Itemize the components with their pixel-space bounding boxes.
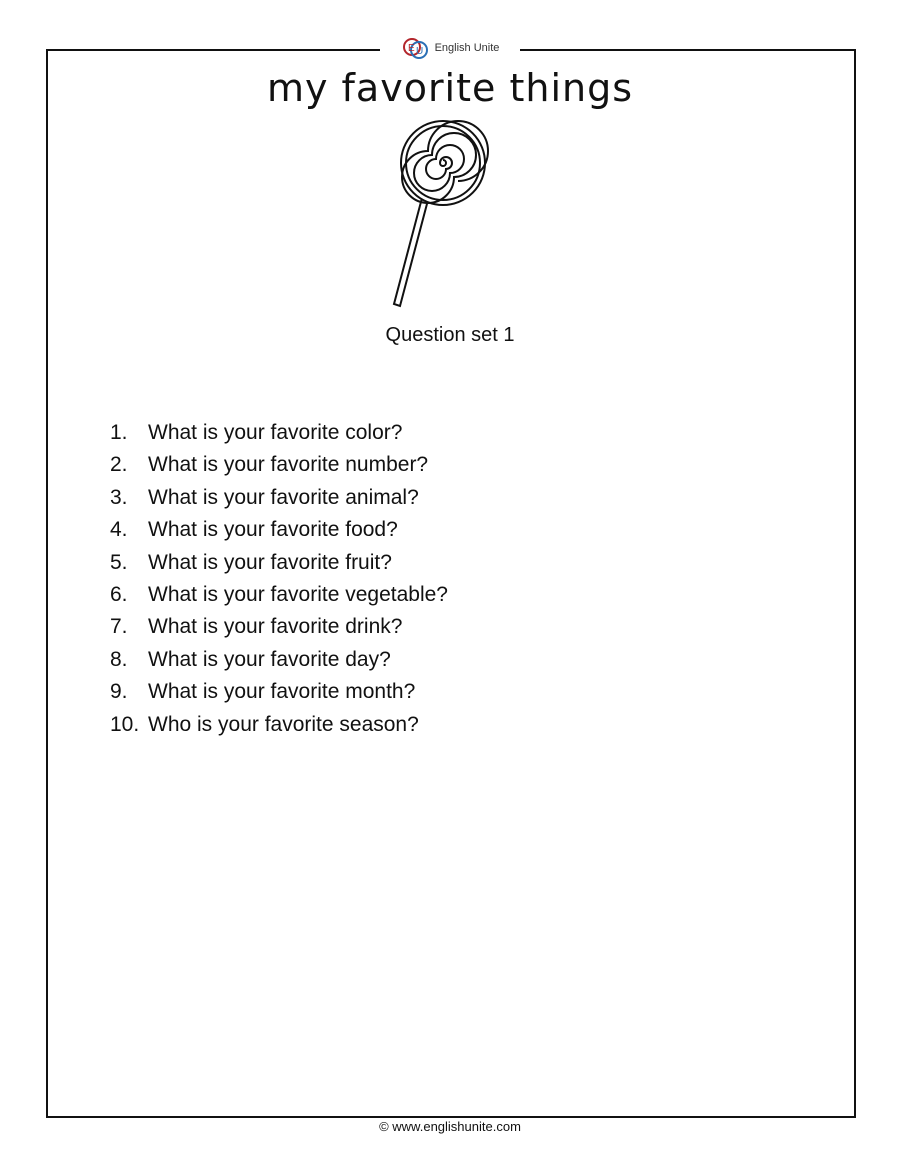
question-text: Who is your favorite season?	[148, 712, 419, 736]
list-item	[110, 514, 448, 546]
question-list	[110, 417, 448, 741]
item-number: 9.	[110, 680, 128, 704]
question-text: What is your favorite day?	[148, 647, 391, 671]
list-item	[110, 676, 448, 708]
question-text: What is your favorite drink?	[148, 615, 403, 639]
question-text: What is your favorite color?	[148, 421, 403, 444]
question-text: What is your favorite fruit?	[148, 550, 392, 574]
logo	[380, 34, 520, 62]
svg-text:E: E	[407, 43, 415, 54]
list-item	[110, 579, 448, 611]
question-set-label: Question set 1	[385, 324, 515, 346]
item-number: 6.	[110, 582, 128, 606]
item-number: 2.	[110, 453, 128, 477]
question-text: What is your favorite animal?	[148, 485, 419, 509]
list-item	[110, 709, 448, 741]
list-item	[110, 417, 448, 449]
lollipop-icon	[380, 118, 520, 313]
item-number: 1.	[110, 421, 128, 444]
list-item	[110, 644, 448, 676]
svg-text:U: U	[415, 46, 423, 57]
item-number: 8.	[110, 647, 128, 671]
english-unite-logo-icon	[401, 36, 431, 60]
list-item	[110, 482, 448, 514]
item-number: 7.	[110, 615, 128, 639]
footer-copyright: © www.englishunite.com	[379, 1119, 521, 1134]
item-number: 5.	[110, 550, 128, 574]
list-item	[110, 449, 448, 481]
item-number: 10.	[110, 712, 140, 736]
question-text: What is your favorite food?	[148, 518, 398, 542]
item-number: 4.	[110, 518, 128, 542]
item-number: 3.	[110, 485, 128, 509]
question-text: What is your favorite number?	[148, 453, 429, 477]
list-item	[110, 611, 448, 643]
question-text: What is your favorite vegetable?	[148, 582, 448, 606]
question-text: What is your favorite month?	[148, 680, 416, 704]
page-title: my favorite things	[266, 66, 634, 110]
list-item	[110, 547, 448, 579]
logo-text: English Unite	[434, 42, 500, 54]
